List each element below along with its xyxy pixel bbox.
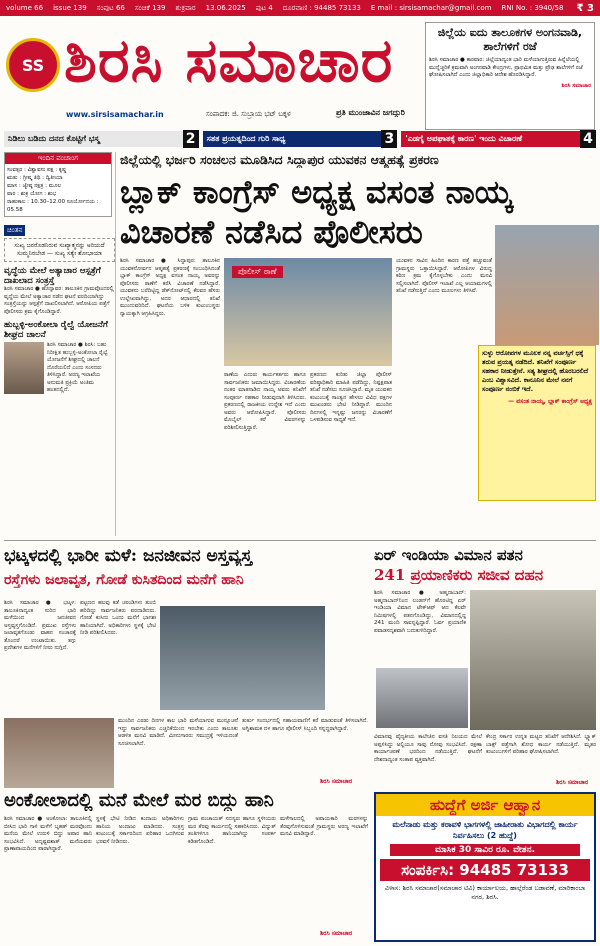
rain-column: ತುರ್ತು ಸಂದರ್ಭದಲ್ಲಿ ಸಹಾಯವಾಣಿಗೆ ಕರೆ ಮಾಡುವಂತೆ ತಿಳಿಸಲಾಗಿದೆ. ಅಗ್ನಿಶಾಮಕ ದಳ ಹಾಗೂ ಪೊಲೀಸ್ ಸಿಬ್ಬಂದಿ ಸನ್ನದ್ಧರಾಗಿದ್ದಾರೆ. <box>242 718 368 732</box>
ad-salary: ಮಾಸಿಕ 30 ಸಾವಿರ ರೂ. ವೇತನ. <box>390 844 580 856</box>
samputa-label: ಸಂಪುಟ 66 <box>96 3 125 12</box>
teaser-item[interactable] <box>4 130 199 148</box>
sidebar-story-headline[interactable]: ಹುಬ್ಬಳ್ಳಿ-ಅಂಕೋಲಾ ರೈಲ್ವೆ ಯೋಜನೆಗೆ ಶೀಘ್ರದ ಚಾಲನೆ <box>4 320 108 340</box>
date-label: 13.06.2025 <box>205 4 246 12</box>
teaser-text: ಸತತ ಪ್ರಯತ್ನದಿಂದ ಗುರಿ ಸಾಧ್ಯ <box>203 131 382 147</box>
phone-label: ದೂರವಾಣಿ : 94485 73133 <box>282 3 361 12</box>
editor-line: ಸಂಪಾದಕ: ಜಿ. ಸುಬ್ರಾಯ ಭಟ್ ಬಕ್ಕಳ <box>206 110 291 118</box>
lead-column: ಠಾಣೆಯ ಎದುರು ಕಾರ್ಯಕರ್ತರು ಹಾಗೂ ಸಾರ್ವಜನಿಕರು ಜಮಾಯಿಸಿದ್ದರು. ವಿಚಾರಣೆಯ ನಂತರ ಮಾತನಾಡಿದ ನಾಯ್ಕ ಅವರು ತನಿಖೆಗೆ ಸಂಪೂರ್ಣ ಸಹಕಾರ ನೀಡುವುದಾಗಿ ತಿಳಿಸಿದರು. ಪ್ರಕರಣದಲ್ಲಿ ರಾಜಕೀಯ ಉದ್ದೇಶ ಇದೆ ಎಂದು ಅವರು ಆರೋಪಿಸಿದ್ದಾರೆ. ಪೊಲೀಸರು ಮೊಬೈಲ್ ಕರೆ ವಿವರಗಳನ್ನು ಪರಿಶೀಲಿಸುತ್ತಿದ್ದಾರೆ. <box>224 372 306 431</box>
teaser-page-number: 3 <box>381 130 397 148</box>
crash-column: ಶಿರಸಿ ಸಮಾಚಾರ ● ಅಹ್ಮದಾಬಾದ್: ಅಹ್ಮದಾಬಾದ್‌ನಿಂದ ಲಂಡನ್‌ಗೆ ಹೊರಟಿದ್ದ ಏರ್ ಇಂಡಿಯಾ ವಿಮಾನ ಟೇಕ್‌ಆಫ್ ಆದ ಕೆಲವೇ ನಿಮಿಷಗಳಲ್ಲಿ ಪತನಗೊಂಡಿದ್ದು, ವಿಮಾನದಲ್ಲಿದ್ದ 241 ಮಂದಿ ಸಾವನ್ನಪ್ಪಿದ್ದಾರೆ. ಓರ್ವ ಪ್ರಯಾಣಿಕ ಪವಾಡಸದೃಶವಾಗಿ ಬದುಕುಳಿದಿದ್ದಾರೆ. <box>374 590 466 634</box>
quote-text: ಸುಳ್ಳು ಆರೋಪಗಳ ಮೂಲಕ ನನ್ನ ವರ್ಚಸ್ಸಿಗೆ ಧಕ್ಕೆ ತರುವ ಪ್ರಯತ್ನ ನಡೆದಿದೆ. ತನಿಖೆಗೆ ಸಂಪೂರ್ಣ ಸಹಕಾರ ನೀಡುತ್ತೇನೆ. ಸತ್ಯ ಶೀಘ್ರದಲ್ಲಿ ಹೊರಬರಲಿದೆ ಎಂಬ ವಿಶ್ವಾಸವಿದೆ. ಕಾನೂನಿನ ಮೇಲೆ ನನಗೆ ಸಂಪೂರ್ಣ ನಂಬಿಕೆ ಇದೆ. <box>482 349 589 393</box>
rain-column: ಪಟ್ಟಣದ ಹಲವು ಕಡೆ ಚರಂಡಿಗಳು ತುಂಬಿ ಹರಿದಿದ್ದು ಸಾರ್ವಜನಿಕರು ಪರದಾಡಿದರು. ಗೋಡೆ ಕುಸಿದು ಒಂದು ಮನೆಗೆ ಭಾಗಶಃ ಹಾನಿಯಾಗಿದೆ. ಅಧಿಕಾರಿಗಳು ಸ್ಥಳಕ್ಕೆ ಭೇಟಿ ನೀಡಿ ಪರಿಶೀಲಿಸಿದರು. <box>80 600 156 636</box>
lead-column: ಪ್ರಕರಣದ ಕುರಿತು ಜಿಲ್ಲಾ ಪೊಲೀಸ್ ವರಿಷ್ಠಾಧಿಕಾರಿ ಮಾಹಿತಿ ಪಡೆದಿದ್ದು, ನಿಷ್ಪಕ್ಷಪಾತ ತನಿಖೆ ನಡೆಸಲು ಸೂಚಿಸಿದ್ದಾರೆ. ಮೃತ ಯುವಕನ ಕುಟುಂಬಕ್ಕೆ ಸಾಂತ್ವನ ಹೇಳಲು ವಿವಿಧ ಪಕ್ಷಗಳ ಮುಖಂಡರು ಭೇಟಿ ನೀಡಿದ್ದಾರೆ. ಮುಂದಿನ ದಿನಗಳಲ್ಲಿ ಇನ್ನಷ್ಟು ಜನರನ್ನು ವಿಚಾರಣೆಗೆ ಒಳಪಡಿಸುವ ಸಾಧ್ಯತೆ ಇದೆ. <box>310 372 392 423</box>
crash-column: ಕೇಂದ್ರ ಸರ್ಕಾರ ಉನ್ನತ ಮಟ್ಟದ ತನಿಖೆಗೆ ಆದೇಶಿಸಿದೆ. ಬ್ಲ್ಯಾಕ್ ಬಾಕ್ಸ್ ಪತ್ತೆಗಾಗಿ ಶೋಧ ಕಾರ್ಯ ನಡೆಯುತ್ತಿದೆ. ಮೃತರ ಕುಟುಂಬಗಳಿಗೆ ಪರಿಹಾರ ಘೋಷಿಸಲಾಗಿದೆ. <box>486 734 596 755</box>
vasanth-naik-photo <box>495 225 599 345</box>
lead-column: ಶಿರಸಿ ಸಮಾಚಾರ ● ಸಿದ್ದಾಪುರ: ತಾಲೂಕಿನ ಯುವಕನೋರ್ವನ ಆತ್ಮಹತ್ಯೆ ಪ್ರಕರಣಕ್ಕೆ ಸಂಬಂಧಿಸಿದಂತೆ ಬ್ಲಾಕ್ ಕಾಂಗ್ರೆಸ್ ಅಧ್ಯಕ್ಷ ವಸಂತ ನಾಯ್ಕ ಅವರನ್ನು ಪೊಲೀಸರು ಠಾಣೆಗೆ ಕರೆಸಿ ವಿಚಾರಣೆ ನಡೆಸಿದ್ದಾರೆ. ಯುವಕನು ಬರೆದಿಟ್ಟಿದ್ದ ಡೆತ್‌ನೋಟ್‌ನಲ್ಲಿ ಕೆಲವರ ಹೆಸರು ಉಲ್ಲೇಖವಾಗಿದ್ದು, ಅದರ ಆಧಾರದಲ್ಲಿ ತನಿಖೆ ಮುಂದುವರಿದಿದೆ. ಘಟನೆಯ ಬಳಿಕ ಕುಟುಂಬಸ್ಥರು ನ್ಯಾಯಕ್ಕಾಗಿ ಆಗ್ರಹಿಸಿದ್ದರು. <box>120 258 220 317</box>
lead-kicker: ಜಿಲ್ಲೆಯಲ್ಲಿ ಭರ್ಜರಿ ಸಂಚಲನ ಮೂಡಿಸಿದ ಸಿದ್ದಾಪುರ ಯುವಕನ ಆತ್ಮಹತ್ಯೆ ಪ್ರಕರಣ <box>120 152 439 167</box>
ad-address: ವಿಳಾಸ: ಶಿರಸಿ ಸಮಾಚಾರ(ಸಮಾಚಾರ ಟಿವಿ) ಕಾರ್ಯಾಲಯ, ಹಾಲ್ಗೆರೆಂಡ ಬಡಾವಣೆ, ಮಾರಿಕಾಂಬಾ ನಗರ, ಶಿರಸಿ. <box>384 884 586 901</box>
teaser-page-number: 2 <box>183 130 199 148</box>
ankola-column: ಮಳೆಗಾಲದಲ್ಲಿ ಅಪಾಯಕಾರಿ ಮರಗಳನ್ನು ತೆರವುಗೊಳಿಸುವಂತೆ ಗ್ರಾಮಸ್ಥರು ಅರಣ್ಯ ಇಲಾಖೆಗೆ ಮನವಿ ಮಾಡಿದ್ದಾರೆ. <box>280 816 368 837</box>
divider <box>4 540 596 541</box>
teaser-text: 'ಎಡಗೈ ಅಪಘಾತಕ್ಕೆ ಕಾರಣ' ಇಂದು ವಿಚಾರಣೆ <box>401 131 580 147</box>
tagline: ಪ್ರತಿ ಮುಂಜಾವಿನ ಜಗದ್ಗುರಿ <box>336 108 405 117</box>
day-label: ಶುಕ್ರವಾರ <box>175 3 196 12</box>
panchang-row: ಋತು : ಗ್ರೀಷ್ಮ ತಿಥಿ : ದ್ವಿತೀಯಾ <box>7 175 63 181</box>
rain-byline: ಶಿರಸಿ ಸಮಾಚಾರ <box>320 778 353 785</box>
crash-site-photo <box>470 590 596 730</box>
holiday-byline: ಶಿರಸಿ ಸಮಾಚಾರ <box>561 82 591 89</box>
ad-contact: ಸಂಪರ್ಕಿಸಿ: 94485 73133 <box>380 859 590 881</box>
sidebar-story-text: ಶಿರಸಿ ಸಮಾಚಾರ ● ಶಿರಸಿ: ಬಹು ನಿರೀಕ್ಷಿತ ಹುಬ್ಬಳ್ಳಿ-ಅಂಕೋಲಾ ರೈಲ್ವೆ ಯೋಜನೆಗೆ ಶೀಘ್ರದಲ್ಲಿ ಚಾಲನೆ ದೊರೆಯಲಿದೆ ಎಂದು ಸಂಸದರು ತಿಳಿಸಿದ್ದಾರೆ. ಅರಣ್ಯ ಇಲಾಖೆಯ ಅನುಮತಿ ಪ್ರಕ್ರಿಯೆ ಅಂತಿಮ ಹಂತದಲ್ಲಿದೆ. <box>47 342 108 393</box>
panchang-box <box>4 152 112 217</box>
website-link[interactable]: www.sirsisamachar.in <box>66 110 164 119</box>
crash-subhead: 241 ಪ್ರಯಾಣಿಕರು ಸಜೀವ ದಹನ <box>374 566 544 584</box>
email-label: E mail : sirsisamachar@gmail.com <box>370 4 492 12</box>
chintane-box <box>4 217 115 262</box>
teaser-text: ನಿಡಿಲು ಬಡಿದು ದನದ ಕೊಟ್ಟಿಗೆ ಭಸ್ಮ <box>4 131 183 147</box>
newspaper-title: ಶಿರಸಿ ಸಮಾಚಾರ <box>64 26 394 96</box>
lead-column: ಯುವಕನ ಸಾವಿನ ಹಿಂದಿನ ಕಾರಣ ಪತ್ತೆ ಹಚ್ಚುವಂತೆ ಗ್ರಾಮಸ್ಥರು ಒತ್ತಾಯಿಸಿದ್ದಾರೆ. ಆರೋಪಿಗಳ ವಿರುದ್ಧ ಕಠಿಣ ಕ್ರಮ ಕೈಗೊಳ್ಳಬೇಕು ಎಂದು ಮನವಿ ಸಲ್ಲಿಸಲಾಗಿದೆ. ಪೊಲೀಸ್ ಇಲಾಖೆ ಎಲ್ಲ ಆಯಾಮಗಳಲ್ಲಿ ತನಿಖೆ ನಡೆಸುತ್ತಿದೆ ಎಂದು ಮೂಲಗಳು ತಿಳಿಸಿವೆ. <box>396 258 492 294</box>
police-sign: ಪೊಲೀಸ್ ಠಾಣೆ <box>232 266 283 278</box>
rain-subhead: ರಸ್ತೆಗಳು ಜಲಾವೃತ, ಗೋಡೆ ಕುಸಿತದಿಂದ ಮನೆಗೆ ಹಾನಿ <box>4 572 244 588</box>
chintane-title: ಚಿಂತನ <box>4 225 25 236</box>
chintane-text: ಸುಖ್ಯ ಜನರೊಡನಿರುವ ಸುಖ್ಯಾತ್ಮನನ್ನು ಅರಿಯದೆ ಸುಮ್ಮನಿರಬೇಡ — ಸುಖ್ಯ ಸತ್ಯೇ ಶೋಭಾಯಾ <box>4 238 115 262</box>
panchang-title: ಇಂದಿನ ಪಂಚಾಂಗ <box>5 153 111 164</box>
newspaper-logo: SS <box>6 38 60 92</box>
plane-photo <box>376 668 468 728</box>
crash-column: ವಿಮಾನವು ವೈದ್ಯಕೀಯ ಕಾಲೇಜಿನ ವಸತಿ ನಿಲಯದ ಮೇಲೆ ಅಪ್ಪಳಿಸಿದ್ದು ಅಲ್ಲಿಯೂ ಸಾವು ನೋವು ಸಂಭವಿಸಿದೆ. ರಕ್ಷಣಾ ಕಾರ್ಯಾಚರಣೆ ಭರದಿಂದ ನಡೆಯುತ್ತಿದೆ. ಘಟನೆಗೆ ದೇಶದಾದ್ಯಂತ ಸಂತಾಪ ವ್ಯಕ್ತವಾಗಿದೆ. <box>374 734 482 763</box>
quote-signature: — ವಸಂತ ನಾಯ್ಕ, ಬ್ಲಾಕ್ ಕಾಂಗ್ರೆಸ್ ಅಧ್ಯಕ್ಷ <box>508 398 592 405</box>
ad-description: ಮಲೆನಾಡು ಮತ್ತು ಕರಾವಳಿ ಭಾಗಗಳಲ್ಲಿ ಜಾಹೀರಾತು ವಿಭಾಗದಲ್ಲಿ ಕಾರ್ಯ ನಿರ್ವಹಿಸಲು (2 ಹುದ್ದೆ) <box>392 820 578 840</box>
ankola-column: ಗ್ರಾಮ ಪಂಚಾಯತ್ ಸದಸ್ಯರು ಹಾಗೂ ಸ್ಥಳೀಯರು ಮರ ತೆರವು ಕಾರ್ಯದಲ್ಲಿ ಸಹಕರಿಸಿದರು. ವಿದ್ಯುತ್ ತಂತಿಗಳಿಗೂ ಹಾನಿಯಾಗಿದ್ದು ಸಂಪರ್ಕ ಕಡಿತಗೊಂಡಿದೆ. <box>188 816 276 845</box>
rain-column: ಮುಂದಿನ ಎರಡು ದಿನಗಳ ಕಾಲ ಭಾರಿ ಮಳೆಯಾಗುವ ಮುನ್ಸೂಚನೆ ಇದ್ದು ಸಾರ್ವಜನಿಕರು ಎಚ್ಚರಿಕೆಯಿಂದ ಇರಬೇಕು ಎಂದು ತಾಲೂಕು ಆಡಳಿತ ಮನವಿ ಮಾಡಿದೆ. ಮೀನುಗಾರರು ಸಮುದ್ರಕ್ಕೆ ಇಳಿಯದಂತೆ ಸೂಚಿಸಲಾಗಿದೆ. <box>118 718 238 747</box>
rain-column: ಶಿರಸಿ ಸಮಾಚಾರ ● ಭಟ್ಕಳ: ತಾಲೂಕಿನಾದ್ಯಂತ ಸುರಿದ ಭಾರಿ ಮಳೆಯಿಂದ ಜನಜೀವನ ಅಸ್ತವ್ಯಸ್ತಗೊಂಡಿದೆ. ಪ್ರಮುಖ ರಸ್ತೆಗಳು ಜಲಾವೃತಗೊಂಡು ವಾಹನ ಸಂಚಾರಕ್ಕೆ ತೊಂದರೆ ಉಂಟಾಯಿತು. ತಗ್ಗು ಪ್ರದೇಶಗಳ ಮನೆಗಳಿಗೆ ನೀರು ನುಗ್ಗಿದೆ. <box>4 600 76 651</box>
pages-label: ಪುಟ 4 <box>255 3 273 12</box>
rain-headline[interactable]: ಭಟ್ಕಳದಲ್ಲಿ ಭಾರೀ ಮಳೆ: ಜನಜೀವನ ಅಸ್ತವ್ಯಸ್ತ <box>4 546 252 566</box>
teaser-item[interactable] <box>401 130 596 148</box>
ad-title: ಹುದ್ದೆಗೆ ಅರ್ಜಿ ಆಹ್ವಾನ <box>376 794 594 816</box>
crash-headline[interactable]: ಏರ್ ಇಂಡಿಯಾ ವಿಮಾನ ಪತನ <box>374 546 523 564</box>
sidebar-story-headline[interactable]: ವೃದ್ಧೆಯ ಮೇಲೆ ಅತ್ಯಾಚಾರ ಆಸ್ಪತ್ರೆಗೆ ದಾಖಲಾದ ಸಂತ್ರಸ್ತೆ <box>4 266 101 286</box>
panchang-row: ಸಂವತ್ಸರ : ವಿಶ್ವಾವಸು ಪಕ್ಷ : ಕೃಷ್ಣ <box>7 167 67 173</box>
lead-headline-line: ಬ್ಲಾಕ್ ಕಾಂಗ್ರೆಸ್ ಅಧ್ಯಕ್ಷ ವಸಂತ ನಾಯ್ಕ <box>120 173 513 211</box>
mp-photo <box>4 342 44 394</box>
rni-label: RNI No. : 3940/58 <box>501 4 564 12</box>
issue-label: issue 139 <box>53 4 87 12</box>
panchang-row: ರಾಹುಕಾಲ : 10.30–12.00 ಸೂರ್ಯೋದಯ : 05.58 <box>7 199 99 213</box>
panchang-row: ವಾರ : ಶುಕ್ರ ಯೋಗ : ಶುಭ <box>7 191 57 197</box>
teaser-item[interactable] <box>203 130 398 148</box>
sanchike-label: ಸಂಚಿಕೆ 139 <box>134 3 166 12</box>
ankola-column: ಶಿರಸಿ ಸಮಾಚಾರ ● ಅಂಕೋಲಾ: ತಾಲೂಕಿನಲ್ಲಿ ಬೀಸಿದ ಭಾರಿ ಗಾಳಿ ಮಳೆಗೆ ಬೃಹತ್ ಮರವೊಂದು ಮನೆಯ ಮೇಲೆ ಉರುಳಿ ಬಿದ್ದು ಅಪಾರ ಹಾನಿ ಸಂಭವಿಸಿದೆ. ಅದೃಷ್ಟವಶಾತ್ ಮನೆಯವರು ಪ್ರಾಣಾಪಾಯದಿಂದ ಪಾರಾಗಿದ್ದಾರೆ. <box>4 816 92 852</box>
wall-collapse-photo <box>4 718 114 788</box>
masthead <box>6 20 420 130</box>
ankola-headline[interactable]: ಅಂಕೋಲಾದಲ್ಲಿ ಮನೆ ಮೇಲೆ ಮರ ಬಿದ್ದು ಹಾನಿ <box>4 790 274 811</box>
job-advertisement[interactable] <box>374 792 596 942</box>
volume-label: volume 66 <box>6 4 44 12</box>
ankola-column: ಸ್ಥಳಕ್ಕೆ ಭೇಟಿ ನೀಡಿದ ಕಂದಾಯ ಅಧಿಕಾರಿಗಳು ಹಾನಿಯ ಅಂದಾಜು ಮಾಡಿದರು. ಸಂತ್ರಸ್ತ ಕುಟುಂಬಕ್ಕೆ ಸರ್ಕಾರದಿಂದ ಪರಿಹಾರ ಒದಗಿಸುವ ಭರವಸೆ ನೀಡಿದರು. <box>96 816 184 845</box>
sidebar-story-text: ಶಿರಸಿ ಸಮಾಚಾರ ● ಹೊನ್ನಾವರ: ತಾಲೂಕಿನ ಗ್ರಾಮವೊಂದರಲ್ಲಿ ವೃದ್ಧೆಯ ಮೇಲೆ ಅತ್ಯಾಚಾರ ನಡೆದ ಘಟನೆ ವರದಿಯಾಗಿದ್ದು ಸಂತ್ರಸ್ತೆಯನ್ನು ಆಸ್ಪತ್ರೆಗೆ ದಾಖಲಿಸಲಾಗಿದೆ. ಆರೋಪಿಯ ಪತ್ತೆಗೆ ಪೊಲೀಸರು ಕ್ರಮ ಕೈಗೊಂಡಿದ್ದಾರೆ. <box>4 286 114 315</box>
price-label: ₹ 3 <box>576 2 594 14</box>
ankola-byline: ಶಿರಸಿ ಸಮಾಚಾರ <box>320 930 353 937</box>
teaser-strip <box>0 130 600 148</box>
panchang-row: ಮಾಸ : ಜ್ಯೇಷ್ಠ ನಕ್ಷತ್ರ : ಮೂಲ <box>7 183 62 189</box>
police-station-photo <box>224 258 392 366</box>
holiday-text: ಶಿರಸಿ ಸಮಾಚಾರ ● ಕಾರವಾರ: ಜಿಲ್ಲೆಯಾದ್ಯಂತ ಭಾರಿ ಮಳೆಯಾಗುತ್ತಿರುವ ಹಿನ್ನೆಲೆಯಲ್ಲಿ ಮುನ್ನೆಚ್ಚರಿಕೆ ಕ್ರಮವಾಗಿ ಅಂಗನವಾಡಿ ಕೇಂದ್ರಗಳು, ಪ್ರಾಥಮಿಕ ಮತ್ತು ಪ್ರೌಢ ಶಾಲೆಗಳಿಗೆ ರಜೆ ಘೋಷಿಸಲಾಗಿದೆ ಎಂದು ಜಿಲ್ಲಾಧಿಕಾರಿ ಆದೇಶ ಹೊರಡಿಸಿದ್ದಾರೆ. <box>429 57 583 78</box>
flooded-road-photo <box>160 606 325 710</box>
lead-headline-line: ವಿಚಾರಣೆ ನಡೆಸಿದ ಪೊಲೀಸರು <box>120 213 423 251</box>
crash-byline: ಶಿರಸಿ ಸಮಾಚಾರ <box>556 779 589 786</box>
teaser-page-number: 4 <box>580 130 596 148</box>
holiday-news-box <box>425 22 595 130</box>
quote-box <box>478 345 596 501</box>
holiday-headline: ಜಿಲ್ಲೆಯ ಐದು ತಾಲೂಕಗಳ ಅಂಗನವಾಡಿ, ಶಾಲೆಗಳಿಗೆ ರಜೆ <box>437 26 583 53</box>
left-sidebar <box>4 152 116 536</box>
top-info-bar <box>0 0 600 16</box>
